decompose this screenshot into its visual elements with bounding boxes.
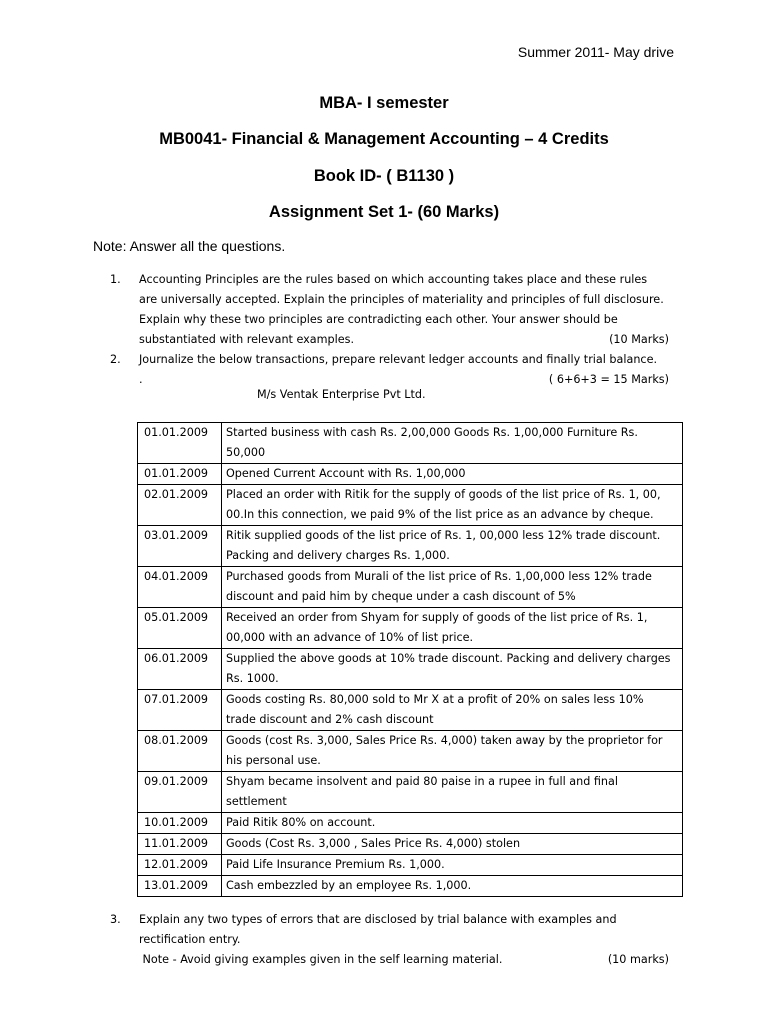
transaction-date: 12.01.2009: [138, 855, 222, 876]
transaction-description: [222, 608, 683, 649]
question-body: [139, 270, 671, 350]
transaction-date: 11.01.2009: [138, 834, 222, 855]
question-line: are universally accepted. Explain the principles of materiality and principles of full disclosure.: [139, 293, 664, 306]
table-row: [138, 772, 683, 813]
transaction-description: [222, 855, 683, 876]
question-line: [139, 370, 671, 390]
transaction-description: [222, 485, 683, 526]
question-marks: (10 Marks): [609, 333, 669, 346]
transactions-table: [137, 422, 683, 897]
transaction-description: [222, 567, 683, 608]
question-line: [139, 950, 671, 970]
table-row: [138, 690, 683, 731]
table-row: [138, 567, 683, 608]
transaction-date: 08.01.2009: [138, 731, 222, 772]
description-line: Goods costing Rs. 80,000 sold to Mr X at a profit of 20% on sales less 10%: [226, 693, 644, 706]
description-line: Opened Current Account with Rs. 1,00,000: [226, 467, 466, 480]
description-line: trade discount and 2% cash discount: [226, 713, 434, 726]
question-line-text: Note - Avoid giving examples given in the self learning material.: [139, 953, 503, 966]
transaction-date: 05.01.2009: [138, 608, 222, 649]
question-marks: ( 6+6+3 = 15 Marks): [548, 373, 669, 386]
semester-title: MBA- I semester: [319, 94, 449, 112]
description-line: Cash embezzled by an employee Rs. 1,000.: [226, 879, 472, 892]
book-id: Book ID- ( B1130 ): [313, 167, 455, 185]
table-row: [138, 464, 683, 485]
question-body: [139, 350, 671, 390]
description-line: Shyam became insolvent and paid 80 paise in a rupee in full and final: [226, 775, 618, 788]
transaction-description: [222, 423, 683, 464]
transaction-description: [222, 649, 683, 690]
transaction-date: 03.01.2009: [138, 526, 222, 567]
description-line: Rs. 1000.: [226, 672, 279, 685]
question-line-text: .: [139, 373, 143, 386]
question-number: 1.: [110, 273, 121, 286]
question-body: [139, 910, 671, 970]
question-line: Accounting Principles are the rules based on which accounting takes place and these rules: [139, 273, 648, 286]
instructions-note: Note: Answer all the questions.: [93, 238, 286, 254]
course-title: MB0041- Financial & Management Accounting – 4 Credits: [159, 130, 609, 148]
company-name: M/s Ventak Enterprise Pvt Ltd.: [257, 388, 426, 401]
session-label: Summer 2011- May drive: [517, 44, 674, 60]
table-row: [138, 876, 683, 897]
transaction-date: 01.01.2009: [138, 423, 222, 464]
description-line: Paid Ritik 80% on account.: [226, 816, 376, 829]
transaction-description: [222, 464, 683, 485]
question-line: Explain why these two principles are contradicting each other. Your answer should be: [139, 313, 618, 326]
table-row: [138, 526, 683, 567]
description-line: Purchased goods from Murali of the list price of Rs. 1,00,000 less 12% trade: [226, 570, 652, 583]
description-line: settlement: [226, 795, 287, 808]
description-line: 00.In this connection, we paid 9% of the list price as an advance by cheque.: [226, 508, 654, 521]
transaction-date: 02.01.2009: [138, 485, 222, 526]
transaction-description: [222, 526, 683, 567]
transaction-date: 04.01.2009: [138, 567, 222, 608]
table-row: [138, 731, 683, 772]
table-row: [138, 649, 683, 690]
description-line: Placed an order with Ritik for the supply of goods of the list price of Rs. 1, 00,: [226, 488, 661, 501]
transaction-description: [222, 813, 683, 834]
transaction-date: 10.01.2009: [138, 813, 222, 834]
description-line: Received an order from Shyam for supply of goods of the list price of Rs. 1,: [226, 611, 648, 624]
description-line: Goods (Cost Rs. 3,000 , Sales Price Rs. 4,000) stolen: [226, 837, 521, 850]
transaction-date: 09.01.2009: [138, 772, 222, 813]
table-row: [138, 485, 683, 526]
transaction-date: 06.01.2009: [138, 649, 222, 690]
transaction-description: [222, 834, 683, 855]
transaction-description: [222, 876, 683, 897]
description-line: Packing and delivery charges Rs. 1,000.: [226, 549, 450, 562]
table-row: [138, 423, 683, 464]
description-line: his personal use.: [226, 754, 321, 767]
table-row: [138, 834, 683, 855]
transaction-description: [222, 772, 683, 813]
question-line-text: substantiated with relevant examples.: [139, 333, 355, 346]
transaction-date: 01.01.2009: [138, 464, 222, 485]
table-row: [138, 813, 683, 834]
description-line: discount and paid him by cheque under a cash discount of 5%: [226, 590, 576, 603]
question-line: Explain any two types of errors that are disclosed by trial balance with examples and: [139, 913, 617, 926]
transaction-description: [222, 690, 683, 731]
description-line: Ritik supplied goods of the list price of Rs. 1, 00,000 less 12% trade discount.: [226, 529, 661, 542]
assignment-title: Assignment Set 1- (60 Marks): [268, 203, 500, 221]
transaction-date: 13.01.2009: [138, 876, 222, 897]
transaction-description: [222, 731, 683, 772]
transaction-date: 07.01.2009: [138, 690, 222, 731]
question-line: Journalize the below transactions, prepare relevant ledger accounts and finally trial balance.: [139, 353, 658, 366]
question-number: 3.: [110, 913, 121, 926]
table-row: [138, 608, 683, 649]
description-line: 50,000: [226, 446, 266, 459]
description-line: 00,000 with an advance of 10% of list price.: [226, 631, 474, 644]
description-line: Paid Life Insurance Premium Rs. 1,000.: [226, 858, 445, 871]
question-line: rectification entry.: [139, 933, 241, 946]
description-line: Supplied the above goods at 10% trade discount. Packing and delivery charges: [226, 652, 671, 665]
question-marks: (10 marks): [607, 953, 669, 966]
question-number: 2.: [110, 353, 121, 366]
description-line: Goods (cost Rs. 3,000, Sales Price Rs. 4,000) taken away by the proprietor for: [226, 734, 663, 747]
question-line: [139, 330, 671, 350]
description-line: Started business with cash Rs. 2,00,000 Goods Rs. 1,00,000 Furniture Rs.: [226, 426, 638, 439]
table-row: [138, 855, 683, 876]
